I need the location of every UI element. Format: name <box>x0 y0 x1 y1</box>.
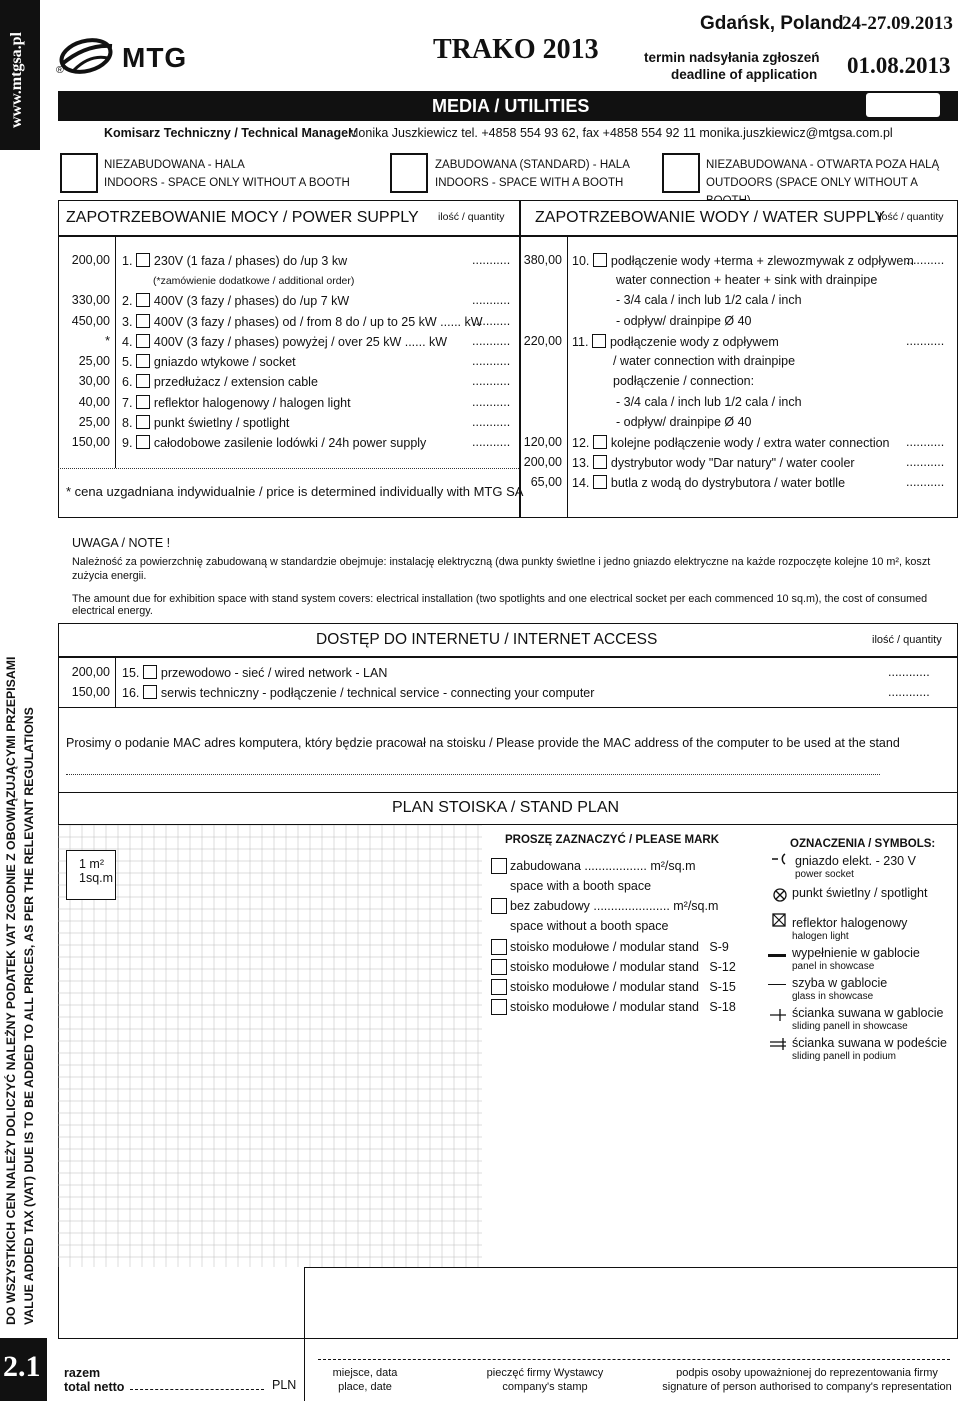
mark-s12-label: stoisko modułowe / modular stand S-12 <box>510 960 736 974</box>
power-qty-field[interactable]: ........... <box>472 314 511 328</box>
checkbox[interactable] <box>593 475 607 489</box>
water-price-divider <box>567 236 568 518</box>
power-qty-field[interactable]: ........... <box>472 253 511 267</box>
power-item-5[interactable]: 5. gniazdo wtykowe / socket <box>122 355 296 369</box>
note-text-pl: Należność za powierzchnię zabudowaną w standardzie obejmuje: instalację elektryczną (dwa punkty świetlne i jedno gniazdo elektryczne na każde rozpoczęte kolejne 10 m², koszt zużycia energii. <box>72 556 931 582</box>
deadline-date: 01.08.2013 <box>847 53 951 78</box>
mark-checkbox-s18[interactable] <box>491 999 507 1015</box>
water-title: ZAPOTRZEBOWANIE WODY / WATER SUPPLY <box>535 209 885 226</box>
mark-s15-label: stoisko modułowe / modular stand S-15 <box>510 980 736 994</box>
symbol-showcase-fill-label: wypełnienie w gablocie panel in showcase <box>792 946 920 972</box>
water-item-12[interactable]: 12. kolejne podłączenie wody / extra water connection <box>572 436 890 450</box>
registered-mark: ® <box>56 64 64 76</box>
power-price: 330,00 <box>71 293 110 307</box>
power-price: * <box>105 334 110 348</box>
vat-notice-en: VALUE ADDED TAX (VAT) DUE IS TO BE ADDED TO ALL PRICES, AS PER THE RELEVANT REGULATIONS <box>22 707 36 1325</box>
mark-checkbox-s9[interactable] <box>491 939 507 955</box>
water-qty-field[interactable]: ........... <box>906 455 945 469</box>
power-item-9[interactable]: 9. całodobowe zasilenie lodówki / 24h power supply <box>122 436 427 450</box>
water-item-11-line-5: - odpływ/ drainpipe Ø 40 <box>616 415 752 429</box>
event-location: Gdańsk, Poland <box>700 13 844 34</box>
mark-checkbox-s15[interactable] <box>491 979 507 995</box>
water-qty-field[interactable]: ........... <box>906 253 945 267</box>
water-item-10-line-4: - odpływ/ drainpipe Ø 40 <box>616 314 752 328</box>
water-price: 65,00 <box>530 475 562 489</box>
water-qty-label: ilość / quantity <box>877 211 944 223</box>
mark-checkbox-unbuilt[interactable] <box>491 898 507 914</box>
mark-checkbox-built[interactable] <box>491 858 507 874</box>
currency-label: PLN <box>272 1378 297 1392</box>
note-text-en: The amount due for exhibition space with stand system covers: electrical installation (two spotlights and one electrical socket per each commenced 10 sq.m), the cost of consumed electrical energy. <box>72 593 928 617</box>
mark-checkbox-s12[interactable] <box>491 959 507 975</box>
power-item-3[interactable]: 3. 400V (3 fazy / phases) od / from 8 do / up to 25 kW ...... kW <box>122 315 483 329</box>
checkbox[interactable] <box>136 293 150 307</box>
event-title: TRAKO 2013 <box>433 34 599 65</box>
checkbox[interactable] <box>136 314 150 328</box>
mark-unbuilt-sub: space without a booth space <box>510 919 669 933</box>
power-item-4[interactable]: 4. 400V (3 fazy / phases) powyżej / over 25 kW ...... kW <box>122 335 448 349</box>
water-price: 380,00 <box>523 253 562 267</box>
power-qty-field[interactable]: ........... <box>472 354 511 368</box>
checkbox[interactable] <box>593 435 607 449</box>
mac-address-request: Prosimy o podanie MAC adres komputera, który będzie pracował na stoisku / Please provide the MAC address of the computer to be used at the stand <box>66 736 900 750</box>
footer-divider-1 <box>304 1338 305 1401</box>
water-price: 120,00 <box>523 435 562 449</box>
internet-price-divider <box>115 657 116 707</box>
socket-icon <box>770 852 790 871</box>
internet-price: 150,00 <box>71 685 110 699</box>
internet-qty-field[interactable]: ............ <box>888 665 930 679</box>
logo-text: MTG <box>122 42 188 73</box>
signature-label: podpis osoby upoważnionej do reprezentowania firmy signature of person authorised to company's representation <box>662 1367 952 1393</box>
plan-header-divider <box>58 792 958 793</box>
water-price: 220,00 <box>523 334 562 348</box>
sliding-podium-icon <box>768 1036 788 1057</box>
water-item-10[interactable]: 10. podłączenie wody +terma + zlewozmywak z odpływem <box>572 254 914 268</box>
event-dates: 24-27.09.2013 <box>842 13 953 34</box>
checkbox[interactable] <box>136 354 150 368</box>
checkbox[interactable] <box>592 334 606 348</box>
supply-column-divider <box>519 200 521 518</box>
form-number-box[interactable] <box>866 93 940 117</box>
internet-price: 200,00 <box>71 665 110 679</box>
power-item-6[interactable]: 6. przedłużacz / extension cable <box>122 375 318 389</box>
checkbox[interactable] <box>136 395 150 409</box>
plan-title: PLAN STOISKA / STAND PLAN <box>392 799 620 816</box>
power-price-divider <box>115 236 116 468</box>
power-qty-label: ilość / quantity <box>438 211 505 223</box>
power-qty-field[interactable]: ........... <box>472 415 511 429</box>
mark-unbuilt-label: bez zabudowy ...................... m²/sq.m <box>510 899 719 913</box>
internet-qty-label: ilość / quantity <box>872 634 942 646</box>
water-item-14[interactable]: 14. butla z wodą do dystrybutora / water botlle <box>572 476 846 490</box>
power-price: 200,00 <box>71 253 110 267</box>
water-item-11-line-3: podłączenie / connection: <box>613 374 755 388</box>
water-item-10-line-3: - 3/4 cala / inch lub 1/2 cala / inch <box>616 293 802 307</box>
mark-s9-label: stoisko modułowe / modular stand S-9 <box>510 940 729 954</box>
logo-swirl-icon <box>56 34 118 78</box>
note-title: UWAGA / NOTE ! <box>72 536 171 550</box>
water-item-11-line-4: - 3/4 cala / inch lub 1/2 cala / inch <box>616 395 802 409</box>
vat-notice-pl: DO WSZYSTKICH CEN NALEŻY DOLICZYĆ NALEŻNY PODATEK VAT ZGODNIE Z OBOWIĄZUJĄCYMI PRZEPISAMI <box>4 656 18 1325</box>
checkbox[interactable] <box>593 455 607 469</box>
power-price: 30,00 <box>78 374 110 388</box>
website-url: www.mtgsa.pl <box>8 31 25 128</box>
total-label-en: total netto <box>64 1380 125 1394</box>
space-type-label-3: NIEZABUDOWANA - OTWARTA POZA HALĄ OUTDOORS (SPACE ONLY WITHOUT A <box>706 159 940 189</box>
checkbox[interactable] <box>143 685 157 699</box>
power-title: ZAPOTRZEBOWANIE MOCY / POWER SUPPLY <box>66 209 419 226</box>
internet-qty-field[interactable]: ............ <box>888 685 930 699</box>
mark-built-label: zabudowana .................. m²/sq.m <box>510 859 696 873</box>
footer-signature-lines[interactable] <box>318 1359 950 1360</box>
power-item-7[interactable]: 7. reflektor halogenowy / halogen light <box>122 396 351 410</box>
power-qty-field[interactable]: ........... <box>472 334 511 348</box>
water-item-11[interactable]: 11. podłączenie wody z odpływem <box>572 335 779 349</box>
checkbox[interactable] <box>136 253 150 267</box>
sliding-showcase-icon <box>768 1007 788 1028</box>
symbols-title: OZNACZENIA / SYMBOLS: <box>790 838 936 850</box>
water-qty-field[interactable]: ........... <box>906 475 945 489</box>
showcase-fill-icon <box>768 954 786 957</box>
space-type-checkbox-1[interactable] <box>60 153 98 193</box>
checkbox[interactable] <box>136 334 150 348</box>
power-qty-field[interactable]: ........... <box>472 435 511 449</box>
power-item-2[interactable]: 2. 400V (3 fazy / phases) do /up 7 kW <box>122 294 350 308</box>
halogen-icon <box>772 913 786 932</box>
checkbox[interactable] <box>136 435 150 449</box>
symbol-showcase-glass-label: szyba w gablocie glass in showcase <box>792 976 888 1002</box>
water-qty-field[interactable]: ........... <box>906 435 945 449</box>
symbol-socket-label: gniazdo elekt. - 230 V power socket <box>795 854 916 880</box>
internet-item-15[interactable]: 15. przewodowo - sieć / wired network - LAN <box>122 666 388 680</box>
checkbox[interactable] <box>136 374 150 388</box>
power-item-8[interactable]: 8. punkt świetlny / spotlight <box>122 416 290 430</box>
power-qty-field[interactable]: ........... <box>472 374 511 388</box>
symbol-sliding-podium-label: ścianka suwana w podeście sliding panell in podium <box>792 1036 947 1062</box>
logo <box>56 34 186 78</box>
symbol-sliding-showcase-label: ścianka suwana w gablocie sliding panell in showcase <box>792 1006 944 1032</box>
internet-item-16[interactable]: 16. serwis techniczny - podłączenie / technical service - connecting your computer <box>122 686 595 700</box>
total-amount-field[interactable] <box>130 1389 264 1390</box>
internet-items-divider <box>58 707 958 708</box>
mark-title: PROSZĘ ZAZNACZYĆ / PLEASE MARK <box>505 834 720 846</box>
mac-address-field[interactable] <box>66 774 880 775</box>
power-footnote-divider <box>58 468 519 469</box>
symbol-spotlight-label: punkt świetlny / spotlight <box>792 886 928 900</box>
drawing-area-frame[interactable] <box>304 1267 957 1338</box>
space-type-label-2: ZABUDOWANA (STANDARD) - HALA INDOORS - SPACE WITH A BOOTH <box>435 159 630 189</box>
space-type-checkbox-2[interactable] <box>390 153 428 193</box>
showcase-glass-icon <box>768 984 786 985</box>
power-price: 40,00 <box>78 395 110 409</box>
power-price: 25,00 <box>78 354 110 368</box>
checkbox[interactable] <box>593 253 607 267</box>
space-type-row <box>58 148 958 198</box>
symbol-halogen-label: reflektor halogenowy halogen light <box>792 916 908 942</box>
internet-header-divider <box>58 656 958 658</box>
mark-s18-label: stoisko modułowe / modular stand S-18 <box>510 1000 736 1014</box>
power-item-1[interactable]: 1. 230V (1 faza / phases) do /up 3 kw <box>122 254 348 268</box>
deadline-label-en: deadline of application <box>671 67 818 82</box>
mark-built-sub: space with a booth space <box>510 879 652 893</box>
power-footnote: * cena uzgadniana indywidualnie / price is determined individually with MTG SA <box>66 484 524 499</box>
power-qty-field[interactable]: ........... <box>472 293 511 307</box>
water-item-13[interactable]: 13. dystrybutor wody "Dar natury" / water cooler <box>572 456 855 470</box>
power-price: 150,00 <box>71 435 110 449</box>
section-title: MEDIA / UTILITIES <box>432 96 590 116</box>
page-number: 2.1 <box>3 1350 41 1383</box>
checkbox[interactable] <box>136 415 150 429</box>
checkbox[interactable] <box>143 665 157 679</box>
place-date-label: miejsce, data place, date <box>332 1367 398 1393</box>
power-price: 450,00 <box>71 314 110 328</box>
total-label-pl: razem <box>64 1366 101 1380</box>
power-price: 25,00 <box>78 415 110 429</box>
stand-plan-grid[interactable] <box>58 825 482 1267</box>
water-item-10-line-2: water connection + heater + sink with drainpipe <box>616 273 878 287</box>
space-type-checkbox-3[interactable] <box>662 153 700 193</box>
manager-label: Komisarz Techniczny / Technical Manager: <box>104 126 358 140</box>
stamp-label: pieczęć firmy Wystawcy company's stamp <box>486 1367 604 1393</box>
deadline-label-pl: termin nadsyłania zgłoszeń <box>644 50 820 65</box>
scale-label: 1 m² 1sq.m <box>79 857 114 885</box>
spotlight-icon <box>772 887 788 908</box>
water-price: 200,00 <box>523 455 562 469</box>
supply-header-divider <box>58 235 958 237</box>
water-qty-field[interactable]: ........... <box>906 334 945 348</box>
power-qty-field[interactable]: ........... <box>472 395 511 409</box>
internet-title: DOSTĘP DO INTERNETU / INTERNET ACCESS <box>316 631 658 648</box>
water-item-11-line-2: / water connection with drainpipe <box>613 354 796 368</box>
space-type-label-1: NIEZABUDOWANA - HALA INDOORS - SPACE ONLY WITHOUT A BOOTH <box>104 159 350 189</box>
manager-contact: Monika Juszkiewicz tel. +4858 554 93 62, fax +4858 554 92 11 monika.juszkiewicz@mtgsa.com.pl <box>348 126 893 140</box>
power-additional-order-note: (*zamówienie dodatkowe / additional order) <box>153 275 355 287</box>
